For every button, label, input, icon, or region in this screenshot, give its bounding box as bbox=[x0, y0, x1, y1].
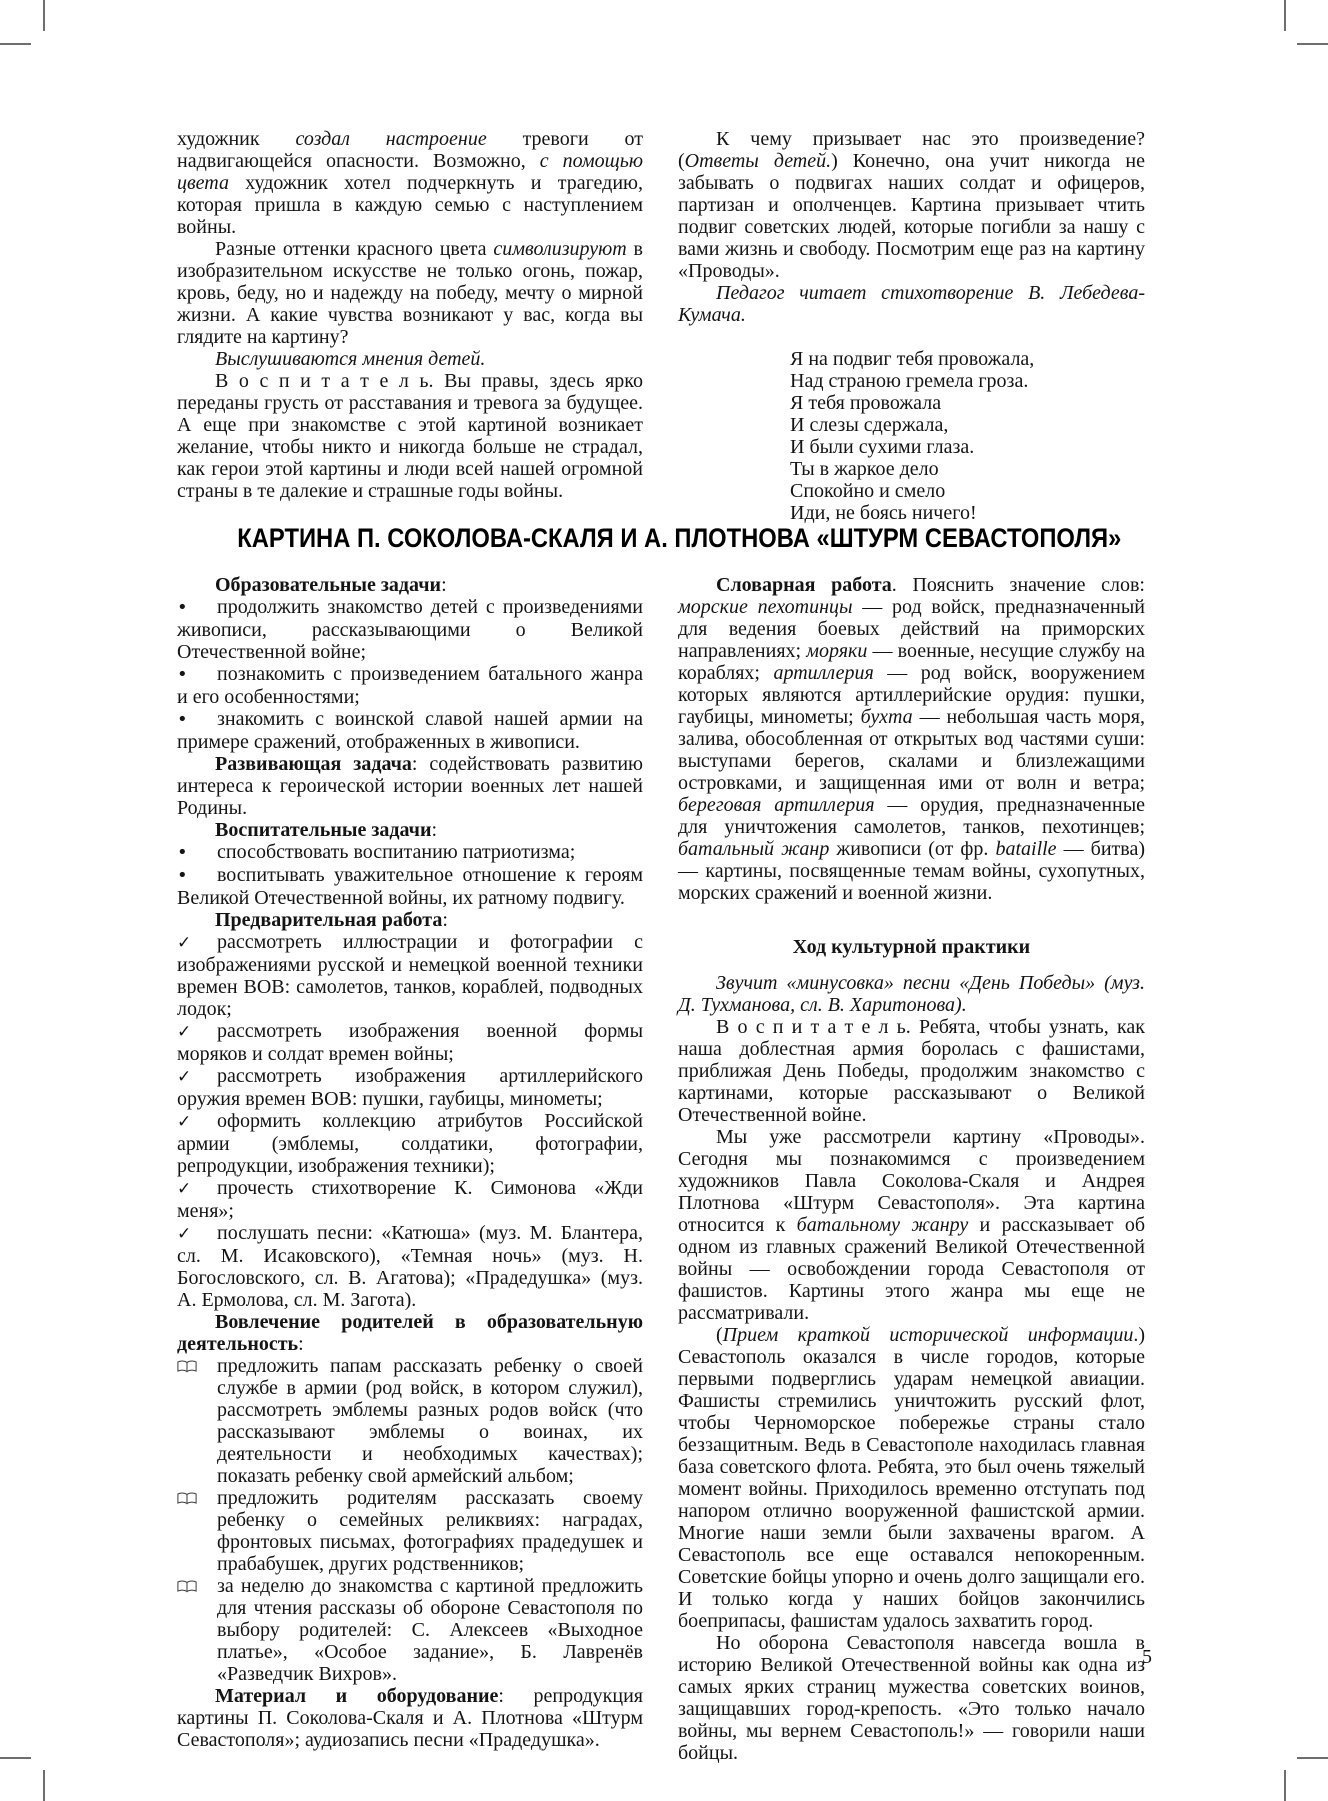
subsection-heading bbox=[678, 936, 1145, 958]
text-run: с помощью цвета bbox=[177, 150, 643, 194]
paragraph bbox=[177, 909, 643, 931]
text-run: Разные оттенки красного цвета bbox=[215, 238, 494, 260]
poem-line: Я тебя провожала bbox=[790, 392, 942, 414]
text-run: К чему призывает нас это произведение? ( bbox=[678, 128, 1145, 172]
text-run: bataille bbox=[995, 838, 1057, 860]
crop-mark bbox=[43, 0, 45, 31]
poem-line: Я на подвиг тебя провожала, bbox=[790, 348, 1035, 370]
poem-line: Спокойно и смело bbox=[790, 480, 946, 502]
crop-mark bbox=[1297, 1757, 1328, 1759]
text-run: предложить родителям рассказать своему ребенку о семейных реликвиях: наградах, фронтовых письмах, фотографиях прадедушек и прабабушек, других родственников; bbox=[217, 1487, 643, 1575]
paragraph bbox=[177, 1355, 643, 1487]
text-run: рассмотреть изображения артиллерийского оружия времен ВОВ: пушки, гаубицы, минометы; bbox=[177, 1065, 643, 1110]
section-heading bbox=[177, 523, 1145, 553]
section-heading-text: КАРТИНА П. СОКОЛОВА-СКАЛЯ И А. ПЛОТНОВА «ШТУРМ СЕВАСТОПОЛЯ» bbox=[237, 523, 1122, 553]
text-run: батальному жанру bbox=[796, 1214, 969, 1236]
text-run: художник хотел подчеркнуть и трагедию, которая пришла в каждую семью с наступлением войны. bbox=[177, 172, 643, 238]
text-run: создал настроение bbox=[295, 128, 487, 150]
paragraph bbox=[177, 1575, 643, 1685]
text-run: ) Конечно, она учит никогда не забывать о подвигах наших солдат и офицеров, партизан и ополченцев. Картина призывает чтить подвиг советских людей, которые погибли за нашу с вами жизнь и свободу. Посмотрим еще раз на картину «Проводы». bbox=[678, 150, 1145, 282]
paragraph bbox=[177, 1311, 643, 1355]
text-run: . Пояснить значение слов: bbox=[891, 574, 1145, 596]
text-run: .) Севастополь оказался в числе городов, которые первыми подверглись ударам немецкой авиации. Фашисты стремились уничтожить русский флот, чтобы Черноморское побережье страны стало беззащитным. Ведь в Севастополе находилась главная база советского флота. Ребята, это был очень тяжелый момент войны. Приходилось временно отступать под напором отлично вооруженной фашистской армии. Многие наши земли были захвачены врагом. А Севастополь все еще оставался непокоренным. Советские бойцы упорно и очень долго защищали его. И только когда у наших бойцов закончились боеприпасы, фашистам удалось захватить город. bbox=[678, 1324, 1145, 1632]
text-run: тревоги от надвигающейся опасности. Возможно, bbox=[177, 128, 643, 172]
poem-line: И были сухими глаза. bbox=[790, 436, 975, 458]
text-run: — военные, несущие службу на кораблях; bbox=[678, 640, 1145, 684]
text-run: : bbox=[298, 1333, 304, 1355]
paragraph bbox=[177, 370, 643, 502]
text-run: Педагог читает стихотворение В. Лебедева-Кумача. bbox=[678, 282, 1145, 326]
paragraph bbox=[177, 708, 643, 753]
text-run: батальный жанр bbox=[678, 838, 830, 860]
text-run: артиллерия bbox=[773, 662, 874, 684]
text-run: Словарная работа bbox=[716, 574, 892, 596]
bullet-icon: • bbox=[177, 865, 188, 886]
text-run: живописи (от фр. bbox=[829, 838, 996, 860]
text-run: предложить папам рассказать ребенку о своей службе в армии (род войск, в котором служил), рассмотреть эмблемы разных родов войск (что рассказывают эмблемы о воинах, их деятельности и необходимых качествах); показать ребенку свой армейский альбом; bbox=[217, 1355, 643, 1487]
text-run: Ход культурной практики bbox=[792, 936, 1031, 958]
text-run: знакомить с воинской славой нашей армии на примере сражений, отображенных в живописи. bbox=[177, 708, 643, 753]
open-book-icon bbox=[177, 1575, 217, 1597]
column-bottom-right bbox=[678, 574, 1145, 1764]
paragraph bbox=[177, 1177, 643, 1222]
open-book-icon bbox=[177, 1487, 217, 1509]
text-run: Образовательные задачи bbox=[215, 574, 442, 596]
text-run: Воспитательные задачи bbox=[215, 819, 432, 841]
check-icon: ✓ bbox=[177, 1067, 192, 1087]
paragraph bbox=[177, 819, 643, 841]
paragraph bbox=[177, 1487, 643, 1575]
text-run: — орудия, предназначенные для уничтожения самолетов, танков, пехотинцев; bbox=[678, 794, 1146, 838]
paragraph bbox=[177, 1685, 643, 1751]
text-run: — битва) — картины, посвященные темам войны, сухопутных, морских сражений и военной жизни. bbox=[678, 838, 1145, 904]
text-run: рассмотреть иллюстрации и фотографии с изображениями русской и немецкой военной техники времен ВОВ: самолетов, танков, кораблей, подводных лодок; bbox=[177, 931, 643, 1020]
crop-mark bbox=[1284, 1770, 1286, 1801]
text-run: береговая артиллерия bbox=[678, 794, 875, 816]
bullet-icon: • bbox=[177, 842, 188, 863]
text-run: Но оборона Севастополя навсегда вошла в историю Великой Отечественной войны как одна из самых ярких страниц мужества советских воинов, защищавших город-крепость. «Это только начало войны, мы вернем Севастополь!» — говорили наши бойцы. bbox=[678, 1632, 1145, 1764]
text-run: продолжить знакомство детей с произведениями живописи, рассказывающими о Великой Отечественной войне; bbox=[177, 596, 643, 663]
poem-line: Над страною гремела гроза. bbox=[790, 370, 1029, 392]
column-bottom-left bbox=[177, 574, 643, 1751]
text-run: за неделю до знакомства с картиной предложить для чтения рассказы об обороне Севастополя по выбору родителей: С. Алексеев «Выходное платье», «Особое задание», Б. Лавренёв «Разведчик Вихров». bbox=[217, 1575, 643, 1685]
text-run: Ответы детей. bbox=[684, 150, 832, 172]
bullet-icon: • bbox=[177, 664, 188, 685]
paragraph bbox=[177, 128, 643, 238]
paragraph bbox=[177, 238, 643, 348]
text-run: Развивающая задача bbox=[215, 753, 412, 775]
text-run: Материал и оборудование bbox=[215, 1685, 499, 1707]
crop-mark bbox=[0, 43, 31, 45]
column-top-left bbox=[177, 128, 643, 502]
poem bbox=[790, 348, 1145, 524]
paragraph bbox=[177, 348, 643, 370]
page-number: 5 bbox=[1142, 1646, 1152, 1668]
paragraph bbox=[177, 1020, 643, 1065]
text-run: : bbox=[441, 574, 447, 596]
crop-mark bbox=[1297, 43, 1328, 45]
text-run: — род войск, предназначенный для ведения боевых действий на приморских направлениях; bbox=[678, 596, 1146, 662]
paragraph bbox=[678, 1324, 1145, 1632]
text-run: Звучит «минусовка» песни «День Победы» (муз. Д. Тухманова, сл. В. Харитонова). bbox=[678, 972, 1145, 1016]
check-icon: ✓ bbox=[177, 1022, 192, 1042]
paragraph bbox=[177, 1065, 643, 1110]
crop-mark bbox=[43, 1770, 45, 1801]
poem-line: И слезы сдержала, bbox=[790, 414, 949, 436]
bullet-icon: • bbox=[177, 709, 188, 730]
text-run: Предварительная работа bbox=[215, 909, 443, 931]
text-run: Прием краткой исторической информации bbox=[722, 1324, 1134, 1346]
text-run: — род войск, вооружением которых являются артиллерийские орудия: пушки, гаубицы, минометы; bbox=[678, 662, 1145, 728]
text-run: в изобразительном искусстве не только огонь, пожар, кровь, беду, но и надежду на победу, мечту о мирной жизни. А какие чувства возникают у вас, когда вы глядите на картину? bbox=[177, 238, 644, 348]
text-run: рассмотреть изображения военной формы моряков и солдат времен войны; bbox=[177, 1020, 643, 1065]
check-icon: ✓ bbox=[177, 1224, 192, 1244]
paragraph bbox=[678, 1016, 1145, 1126]
poem-line: Иди, не боясь ничего! bbox=[790, 502, 977, 524]
text-run: ( bbox=[716, 1324, 723, 1346]
text-run: моряки bbox=[806, 640, 868, 662]
poem-line: Ты в жаркое дело bbox=[790, 458, 939, 480]
text-run: прочесть стихотворение К. Симонова «Жди меня»; bbox=[177, 1177, 643, 1222]
text-run: оформить коллекцию атрибутов Российской армии (эмблемы, солдатики, фотографии, репродукции, изображения техники); bbox=[177, 1110, 643, 1177]
bullet-icon: • bbox=[177, 597, 188, 618]
text-run: : репродукция картины П. Соколова-Скаля и А. Плотнова «Штурм Севастополя»; аудиозапись песни «Прадедушка». bbox=[177, 1685, 643, 1751]
paragraph bbox=[177, 663, 643, 708]
paragraph bbox=[177, 753, 643, 819]
text-run: и рассказывает об одном из главных сражений Великой Отечественной войны — освобождении города Севастополя от фашистов. Картины этого жанра мы еще не рассматривали. bbox=[678, 1214, 1145, 1324]
check-icon: ✓ bbox=[177, 1179, 192, 1199]
paragraph bbox=[177, 1222, 643, 1311]
text-run: Мы уже рассмотрели картину «Проводы». Сегодня мы познакомимся с произведением художников Павла Соколова-Скаля и Андрея Плотнова «Штурм Севастополя». Эта картина относится к bbox=[678, 1126, 1145, 1236]
text-run: бухта bbox=[860, 706, 913, 728]
column-top-right bbox=[678, 128, 1145, 524]
text-run: В о с п и т а т е л ь. Ребята, чтобы узнать, как наша доблестная армия боролась с фашистами, приближая День Победы, продолжим знакомство с картинами, которые рассказывают о Великой Отечественной войне. bbox=[678, 1016, 1145, 1126]
text-run: художник bbox=[177, 128, 296, 150]
paragraph bbox=[678, 1126, 1145, 1324]
paragraph bbox=[678, 128, 1145, 282]
paragraph bbox=[177, 841, 643, 864]
text-run: : содействовать развитию интереса к героической истории военных лет нашей Родины. bbox=[177, 753, 644, 819]
text-run: — небольшая часть моря, залива, обособленная от открытых вод частями суши: выступами берегов, скалами и близлежащими островками, и защищенная ими от волн и ветра; bbox=[678, 706, 1145, 794]
paragraph bbox=[177, 574, 643, 596]
paragraph bbox=[678, 282, 1145, 326]
paragraph bbox=[177, 596, 643, 663]
text-run: символизируют bbox=[493, 238, 627, 260]
crop-mark bbox=[1284, 0, 1286, 31]
text-run: морские пехотинцы bbox=[678, 596, 853, 618]
text-run: Выслушиваются мнения детей. bbox=[215, 348, 486, 370]
text-run: : bbox=[431, 819, 438, 841]
text-run: послушать песни: «Катюша» (муз. М. Блантера, сл. М. Исаковского), «Темная ночь» (муз. Н. Богословского, сл. В. Агатова); «Прадедушка» (муз. А. Ермолова, сл. М. Загота). bbox=[177, 1222, 643, 1311]
check-icon: ✓ bbox=[177, 1112, 192, 1132]
open-book-icon bbox=[177, 1355, 217, 1377]
text-run: познакомить с произведением батального жанра и его особенностями; bbox=[177, 663, 643, 708]
text-run: Вовлечение родителей в образовательную деятельность bbox=[177, 1311, 643, 1355]
paragraph bbox=[177, 1110, 643, 1177]
text-run: В о с п и т а т е л ь. Вы правы, здесь ярко переданы грусть от расставания и тревога за будущее. А еще при знакомстве с этой картиной возникает желание, чтобы никто и никогда больше не страдал, как герои этой картины и люди всей нашей огромной страны в те далекие и страшные годы войны. bbox=[177, 370, 643, 502]
check-icon: ✓ bbox=[177, 933, 192, 953]
text-run: : bbox=[442, 909, 448, 931]
text-run: воспитывать уважительное отношение к героям Великой Отечественной войны, их ратному подвигу. bbox=[177, 864, 643, 909]
paragraph bbox=[177, 931, 643, 1020]
paragraph bbox=[678, 972, 1145, 1016]
paragraph bbox=[678, 574, 1145, 904]
text-run: способствовать воспитанию патриотизма; bbox=[217, 841, 576, 863]
crop-mark bbox=[0, 1757, 31, 1759]
paragraph bbox=[177, 864, 643, 909]
